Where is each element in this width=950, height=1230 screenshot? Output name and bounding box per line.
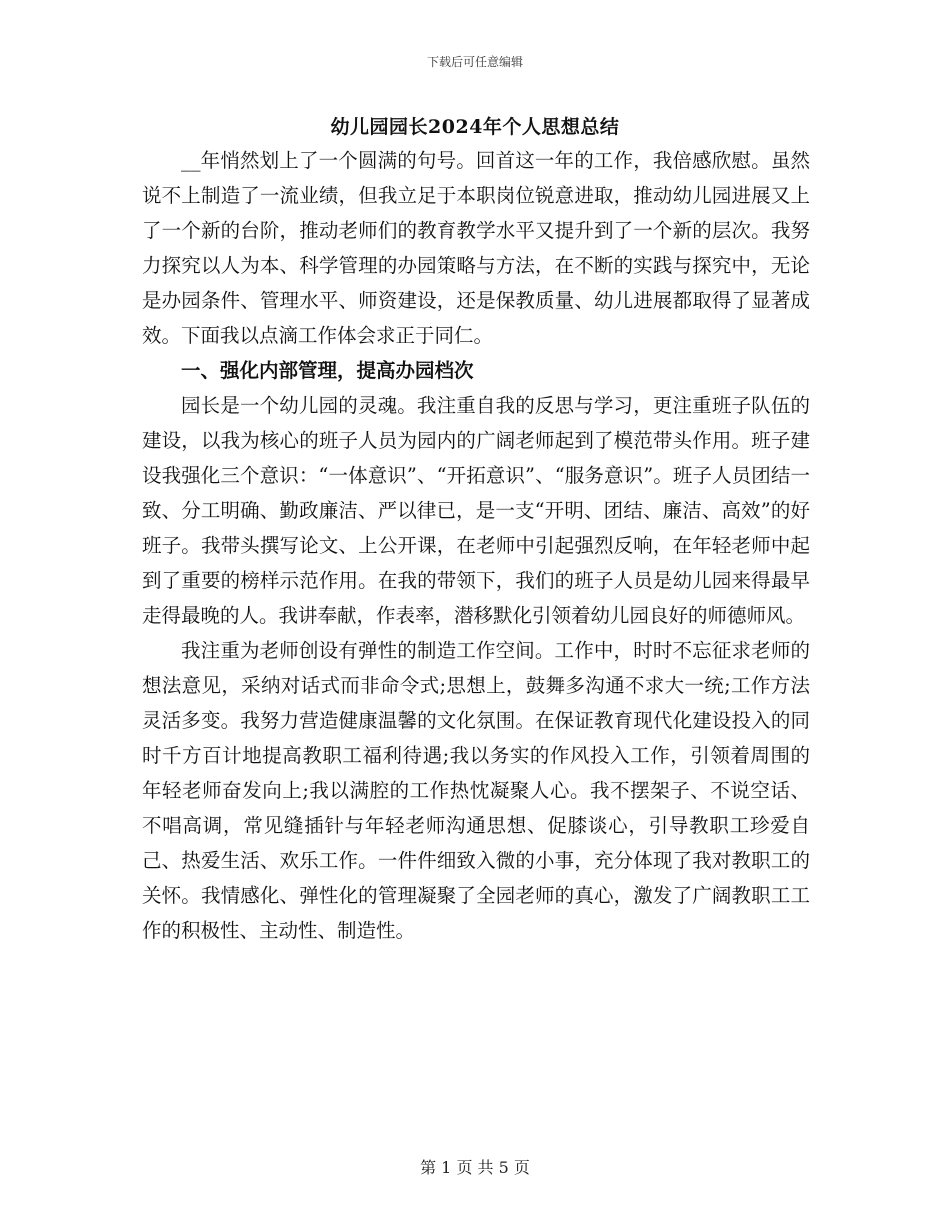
body-paragraph: 园长是一个幼儿园的灵魂。我注重自我的反思与学习，更注重班子队伍的建设，以我为核心的班子人员为园内的广阔老师起到了模范带头作用。班子建设我强化三个意识：“一体意识”、“开拓意识”、“服务意识”。班子人员团结一致、分工明确、勤政廉洁、严以律已，是一支“开明、团结、廉洁、高效”的好班子。我带头撰写论文、上公开课，在老师中引起强烈反响，在年轻老师中起到了重要的榜样示范作用。在我的带领下，我们的班子人员是幼儿园来得最早走得最晚的人。我讲奉献，作表率，潜移默化引领着幼儿园良好的师德师风。 — [142, 394, 810, 627]
intro-paragraph: __年悄然划上了一个圆满的句号。回首这一年的工作，我倍感欣慰。虽然说不上制造了一流业绩，但我立足于本职岗位锐意进取，推动幼儿园进展又上了一个新的台阶，推动老师们的教育教学水平又提升到了一个新的层次。我努力探究以人为本、科学管理的办园策略与方法，在不断的实践与探究中，无论是办园条件、管理水平、师资建设，还是保教质量、幼儿进展都取得了显著成效。下面我以点滴工作体会求正于同仁。 — [142, 149, 810, 347]
body-paragraph: 我注重为老师创设有弹性的制造工作空间。工作中，时时不忘征求老师的想法意见，采纳对话式而非命令式;思想上，鼓舞多沟通不求大一统;工作方法灵活多变。我努力营造健康温馨的文化氛围。在保证教育现代化建设投入的同时千方百计地提高教职工福利待遇;我以务实的作风投入工作，引领着周围的年轻老师奋发向上;我以满腔的工作热忱凝聚人心。我不摆架子、不说空话、不唱高调，常见缝插针与年轻老师沟通思想、促膝谈心，引导教职工珍爱自己、热爱生活、欢乐工作。一件件细致入微的小事，充分体现了我对教职工的关怀。我情感化、弹性化的管理凝聚了全园老师的真心，激发了广阔教职工工作的积极性、主动性、制造性。 — [142, 639, 810, 942]
section-heading: 一、强化内部管理，提高办园档次 — [181, 359, 474, 382]
document-body — [142, 143, 810, 948]
page-header-note: 下载后可任意编辑 — [426, 55, 523, 69]
document-title: 幼儿园园长2024年个人思想总结 — [330, 116, 620, 138]
page-number: 第 1 页 共 5 页 — [420, 1158, 530, 1177]
